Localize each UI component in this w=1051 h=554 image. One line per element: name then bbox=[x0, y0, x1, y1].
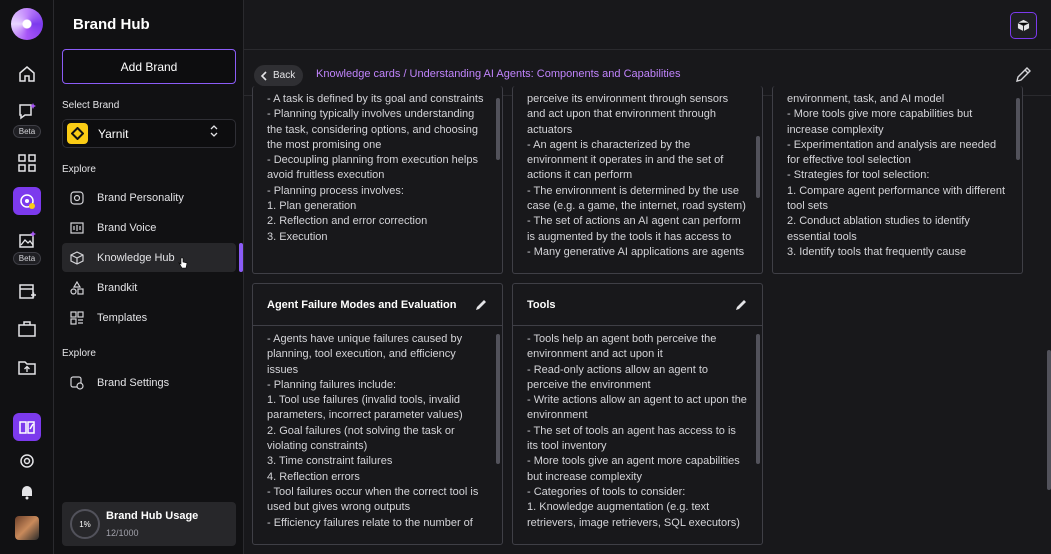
card-scrollbar[interactable] bbox=[756, 136, 760, 198]
card-body: - Agents have unique failures caused by planning, tool execution, and efficiency issues - Planning failures include: 1. Tool use failures (invalid tools, invalid parameters, incorrect parameter values) 2. Goal failures (not solving the task or violating constraints) 3. Time constraint failures 4. Reflection errors - Tool failures occur when the correct tool is used but gives wrong outputs - Efficiency failures relate to the number of bbox=[267, 333, 479, 529]
nav-label: Brandkit bbox=[97, 281, 138, 294]
card-body: - Tools help an agent both perceive the environment and act upon it - Read-only actions allow an agent to perceive the environment - Write actions allow an agent to act upon the environment - The set of tools an agent has access to is its tool inventory - More tools give an agent more capabilities but increase complexity - Categories of tools to consider: 1. Knowledge augmentation (e.g. text retrievers, image retrievers, SQL executors) bbox=[527, 333, 747, 529]
nav-knowledge-hub[interactable] bbox=[62, 243, 236, 272]
card-title: Tools bbox=[527, 298, 556, 311]
edit-pen-button[interactable] bbox=[1008, 62, 1038, 87]
book-open-icon[interactable] bbox=[13, 413, 41, 441]
knowledge-card[interactable] bbox=[772, 86, 1023, 274]
nav-brandkit[interactable] bbox=[62, 273, 236, 302]
selected-brand: Yarnit bbox=[98, 126, 129, 141]
knowledge-card-tools[interactable] bbox=[512, 283, 763, 545]
personality-icon bbox=[68, 189, 86, 207]
card-scrollbar[interactable] bbox=[496, 98, 500, 160]
home-icon[interactable] bbox=[13, 60, 41, 88]
card-title: Agent Failure Modes and Evaluation bbox=[267, 298, 457, 311]
settings-gear-icon[interactable] bbox=[13, 447, 41, 475]
main-content bbox=[244, 0, 1051, 554]
template-icon bbox=[68, 309, 86, 327]
back-label: Back bbox=[273, 70, 296, 81]
knowledge-card-failure-modes[interactable] bbox=[252, 283, 503, 545]
back-button[interactable] bbox=[254, 65, 303, 86]
card-body: environment, task, and AI model - More tools give more capabilities but increase complexity - Experimentation and analysis are needed for effective tool selection - Strategies for tool selection: 1. Compare agent performance with different tool sets 2. Conduct ablation studies to identify essential tools 3. Identify tools that frequently cause bbox=[787, 93, 1006, 258]
grid-icon[interactable] bbox=[13, 149, 41, 177]
card-body: perceive its environment through sensors and act upon that environment through actuators - An agent is characterized by the environment it operates in and the set of actions it can perform - The environment is determined by the use case (e.g. a game, the internet, road system) - The set of actions an AI agent can perform is augmented by the tools it has access to - Many generative AI applications are agents bbox=[527, 93, 746, 258]
card-header bbox=[253, 284, 502, 326]
yarnit-logo-icon bbox=[67, 123, 88, 144]
usage-ring: 1% bbox=[70, 509, 100, 539]
nav-label: Brand Voice bbox=[97, 221, 157, 234]
settings-icon bbox=[68, 374, 86, 392]
card-scrollbar[interactable] bbox=[1016, 98, 1020, 160]
brand-hub-icon[interactable] bbox=[13, 187, 41, 215]
usage-widget[interactable] bbox=[62, 502, 236, 546]
voice-icon bbox=[68, 219, 86, 237]
nav-brand-voice[interactable] bbox=[62, 213, 236, 242]
avatar[interactable] bbox=[15, 516, 39, 540]
image-sparkle-icon[interactable] bbox=[13, 226, 41, 254]
select-brand-label: Select Brand bbox=[62, 100, 120, 111]
pen-icon bbox=[1014, 66, 1032, 84]
cube-action-button[interactable] bbox=[1010, 12, 1037, 39]
knowledge-card[interactable] bbox=[512, 86, 763, 274]
chat-sparkle-icon[interactable] bbox=[13, 97, 41, 125]
beta-badge: Beta bbox=[13, 252, 41, 265]
beta-badge: Beta bbox=[13, 125, 41, 138]
nav-brand-personality[interactable] bbox=[62, 183, 236, 212]
icon-rail bbox=[0, 0, 54, 554]
app-logo[interactable] bbox=[11, 8, 43, 40]
usage-title: Brand Hub Usage bbox=[106, 510, 199, 522]
nav-label: Templates bbox=[97, 311, 148, 324]
brand-hub-panel bbox=[54, 0, 244, 554]
breadcrumb[interactable]: Knowledge cards / Understanding AI Agents: Components and Capabilities bbox=[316, 68, 681, 80]
explore-heading-2: Explore bbox=[62, 348, 96, 359]
add-brand-button[interactable]: Add Brand bbox=[62, 49, 236, 84]
card-body: - A task is defined by its goal and constraints - Planning typically involves understanding the task, considering options, and choosing the most promising one - Decoupling planning from execution helps avoid fruitless execution - Planning process involves: 1. Plan generation 2. Reflection and error correction 3. Execution bbox=[267, 93, 484, 243]
calendar-add-icon[interactable] bbox=[13, 277, 41, 305]
briefcase-icon[interactable] bbox=[13, 315, 41, 343]
knowledge-card[interactable] bbox=[252, 86, 503, 274]
card-scrollbar[interactable] bbox=[756, 334, 760, 464]
active-indicator bbox=[239, 243, 243, 272]
cube-icon bbox=[68, 249, 86, 267]
panel-title: Brand Hub bbox=[73, 16, 150, 33]
brand-select[interactable] bbox=[62, 119, 236, 148]
nav-templates[interactable] bbox=[62, 303, 236, 332]
nav-label: Knowledge Hub bbox=[97, 251, 175, 264]
main-scrollbar[interactable] bbox=[1047, 350, 1051, 490]
chevron-updown-icon bbox=[209, 124, 219, 143]
card-header bbox=[513, 284, 762, 326]
edit-pencil-icon[interactable] bbox=[475, 298, 488, 311]
upload-folder-icon[interactable] bbox=[13, 353, 41, 381]
card-scrollbar[interactable] bbox=[496, 334, 500, 464]
nav-label: Brand Personality bbox=[97, 191, 184, 204]
explore-heading: Explore bbox=[62, 164, 96, 175]
nav-label: Brand Settings bbox=[97, 376, 170, 389]
nav-brand-settings[interactable] bbox=[62, 368, 236, 397]
bell-icon[interactable] bbox=[13, 478, 41, 506]
shapes-icon bbox=[68, 279, 86, 297]
usage-count: 12/1000 bbox=[106, 528, 139, 538]
chevron-left-icon bbox=[260, 71, 268, 81]
edit-pencil-icon[interactable] bbox=[735, 298, 748, 311]
cursor-hand-icon bbox=[178, 257, 188, 272]
